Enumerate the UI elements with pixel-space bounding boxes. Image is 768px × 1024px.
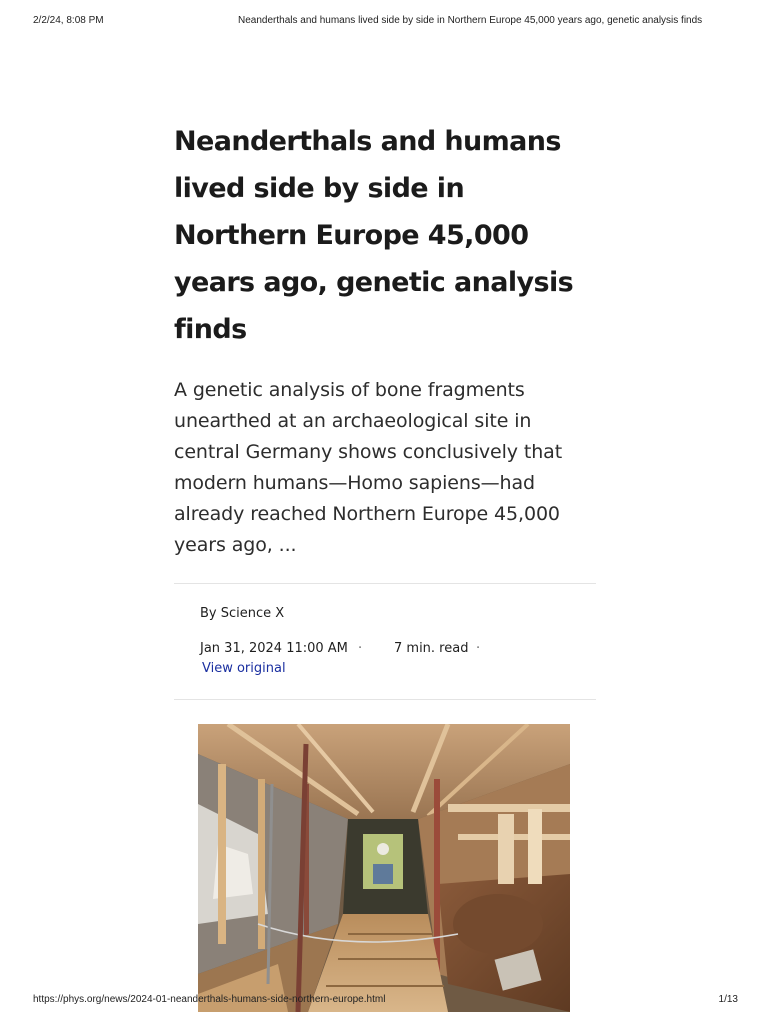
article-headline: Neanderthals and humans lived side by side in Northern Europe 45,000 years ago, genetic analysis finds bbox=[174, 126, 574, 345]
excavation-photo-illustration bbox=[198, 724, 570, 1012]
article bbox=[174, 118, 596, 1012]
page-number: 1/13 bbox=[718, 994, 738, 1005]
print-url: https://phys.org/news/2024-01-neanderthals-humans-side-northern-europe.html bbox=[33, 994, 386, 1005]
print-date: 2/2/24, 8:08 PM bbox=[33, 15, 104, 26]
print-header bbox=[33, 15, 738, 29]
byline: By Science X bbox=[200, 606, 285, 621]
excavation-photo bbox=[198, 724, 570, 1012]
print-footer bbox=[33, 994, 738, 1008]
print-document-title: Neanderthals and humans lived side by side in Northern Europe 45,000 years ago, genetic analysis finds bbox=[238, 15, 703, 26]
divider-bottom bbox=[174, 699, 596, 700]
meta-separator: · bbox=[358, 641, 363, 656]
meta-separator: · bbox=[476, 641, 481, 656]
article-summary: A genetic analysis of bone fragments unearthed at an archaeological site in central Germany shows conclusively that modern humans—Homo sapiens—had already reached Northern Europe 45,000 years ago, ... bbox=[174, 379, 563, 556]
article-meta bbox=[174, 584, 596, 699]
meta-row bbox=[200, 641, 596, 657]
publish-date: Jan 31, 2024 11:00 AM bbox=[200, 641, 348, 656]
read-time: 7 min. read bbox=[394, 641, 469, 656]
view-original-link[interactable]: View original bbox=[202, 661, 286, 676]
